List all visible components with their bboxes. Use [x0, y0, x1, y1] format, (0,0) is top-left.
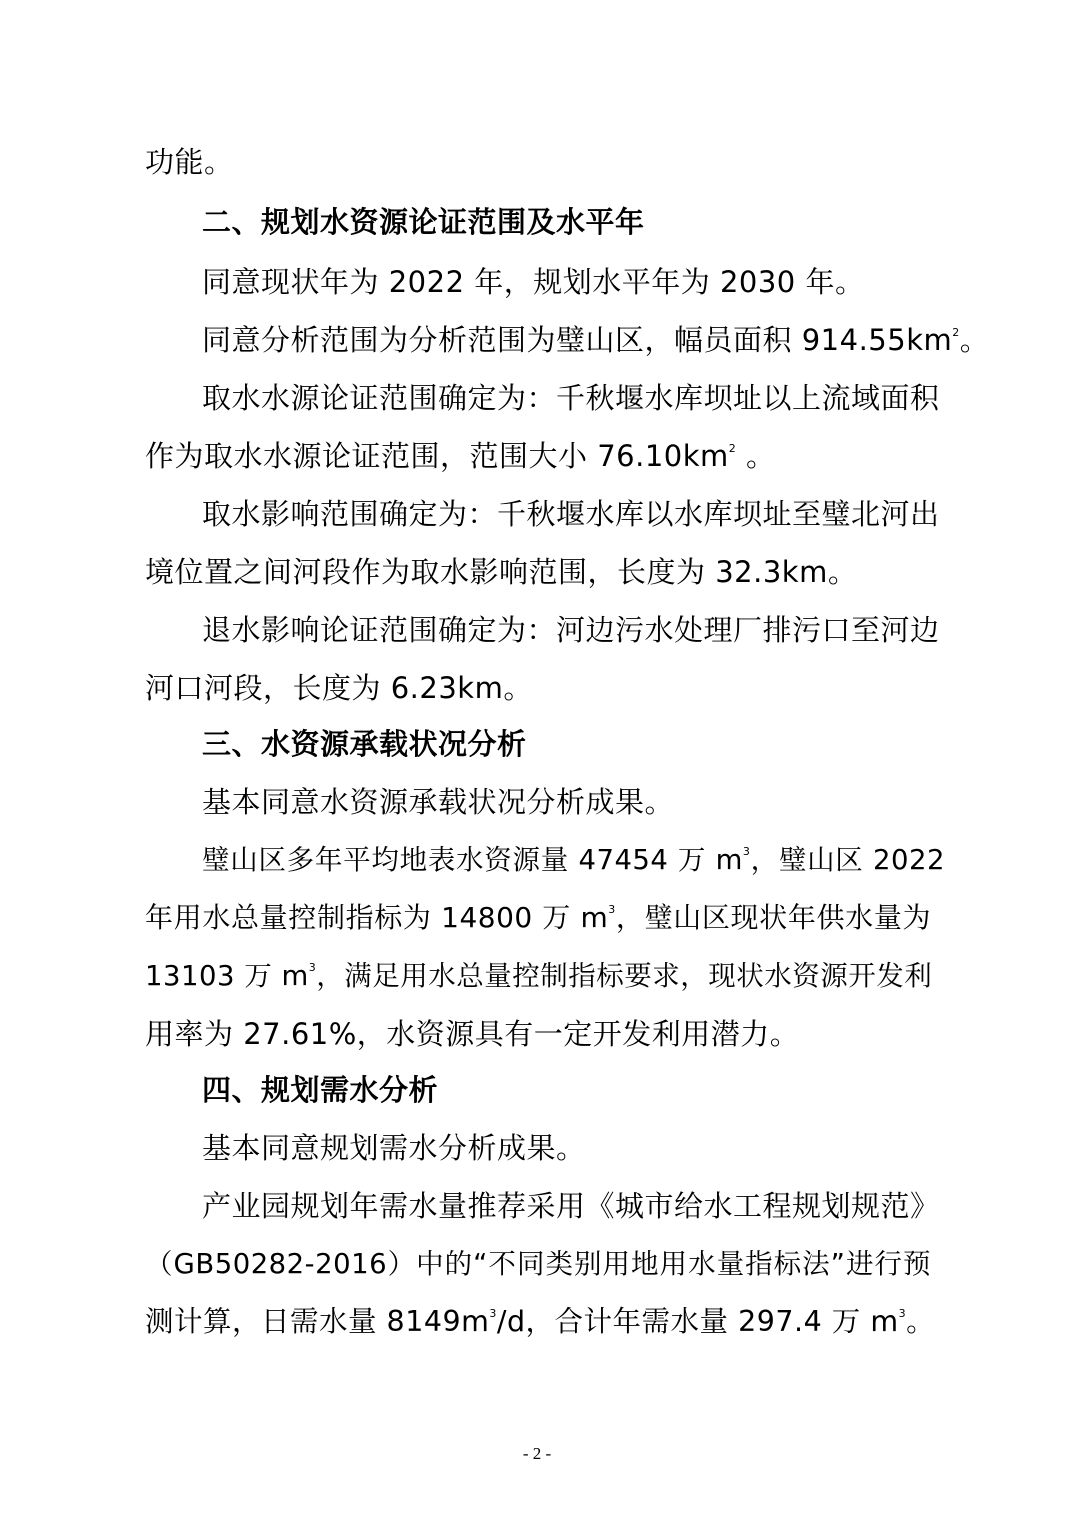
- heading-text: 四、规划需水分析: [202, 1073, 439, 1107]
- text: （GB50282-2016）中的“不同类别用地用水量指标法”进行预: [145, 1248, 931, 1280]
- paragraph-line: [202, 610, 945, 650]
- text: 基本同意水资源承载状况分析成果。: [202, 785, 675, 819]
- paragraph-line: [202, 1128, 1002, 1168]
- superscript: 3: [898, 1307, 907, 1320]
- paragraph-line: [145, 1014, 945, 1054]
- superscript: 3: [308, 961, 317, 974]
- text: 产业园规划年需水量推荐采用《城市给水工程规划规范》: [202, 1189, 940, 1223]
- section-heading-3: [202, 724, 1002, 764]
- text: 河口河段，长度为 6.23km。: [145, 671, 533, 705]
- text: ，璧山区 2022: [750, 844, 945, 876]
- text: 同意分析范围为分析范围为璧山区，幅员面积 914.55km: [202, 323, 953, 357]
- paragraph-line: [145, 668, 945, 708]
- paragraph-line: [145, 552, 945, 592]
- text: ，璧山区现状年供水量为: [615, 901, 931, 934]
- superscript: 3: [489, 1307, 497, 1320]
- text: /d，合计年需水量 297.4 万 m: [496, 1305, 899, 1338]
- text: 取水影响范围确定为：千秋堰水库以水库坝址至璧北河出: [202, 497, 940, 531]
- superscript: 3: [608, 903, 616, 916]
- paragraph-line: [202, 1186, 945, 1226]
- text: 璧山区多年平均地表水资源量 47454 万 m: [202, 844, 743, 876]
- heading-text: 二、规划水资源论证范围及水平年: [202, 205, 645, 239]
- text: 基本同意规划需水分析成果。: [202, 1131, 586, 1165]
- page-number: - 2 -: [522, 1444, 552, 1463]
- text: 用率为 27.61%，水资源具有一定开发利用潜力。: [145, 1017, 800, 1051]
- text: 作为取水水源论证范围，范围大小 76.10km: [145, 439, 729, 473]
- paragraph-line: [145, 436, 945, 476]
- superscript: 2: [952, 326, 960, 339]
- section-heading-2: [202, 202, 1002, 242]
- superscript: 2: [728, 442, 737, 455]
- paragraph-line: [145, 1244, 931, 1284]
- paragraph-line: [202, 494, 945, 534]
- paragraph-line: [145, 898, 931, 938]
- heading-text: 三、水资源承载状况分析: [202, 727, 527, 761]
- text: 。: [736, 439, 776, 473]
- text: ，满足用水总量控制指标要求，现状水资源开发利: [316, 960, 933, 992]
- text: 同意现状年为 2022 年，规划水平年为 2030 年。: [202, 265, 865, 299]
- text: 取水水源论证范围确定为：千秋堰水库坝址以上流域面积: [202, 381, 940, 415]
- text: 年用水总量控制指标为 14800 万 m: [145, 901, 609, 934]
- paragraph-line: [202, 782, 1002, 822]
- text: 退水影响论证范围确定为：河边污水处理厂排污口至河边: [202, 613, 940, 647]
- text: 。: [906, 1305, 936, 1338]
- paragraph-line: [202, 320, 1002, 360]
- paragraph-line: [202, 378, 945, 418]
- superscript: 3: [742, 845, 751, 858]
- section-heading-4: [202, 1070, 1002, 1110]
- text: 13103 万 m: [145, 960, 309, 992]
- paragraph-line: [202, 262, 1002, 302]
- text: 。: [959, 323, 990, 357]
- text: 测计算，日需水量 8149m: [145, 1305, 490, 1338]
- paragraph-line: [145, 142, 945, 182]
- paragraph-line: [202, 840, 945, 880]
- text: 功能。: [145, 145, 234, 179]
- text: 境位置之间河段作为取水影响范围，长度为 32.3km。: [145, 555, 858, 589]
- paragraph-line: [145, 956, 931, 996]
- paragraph-line: [145, 1302, 945, 1342]
